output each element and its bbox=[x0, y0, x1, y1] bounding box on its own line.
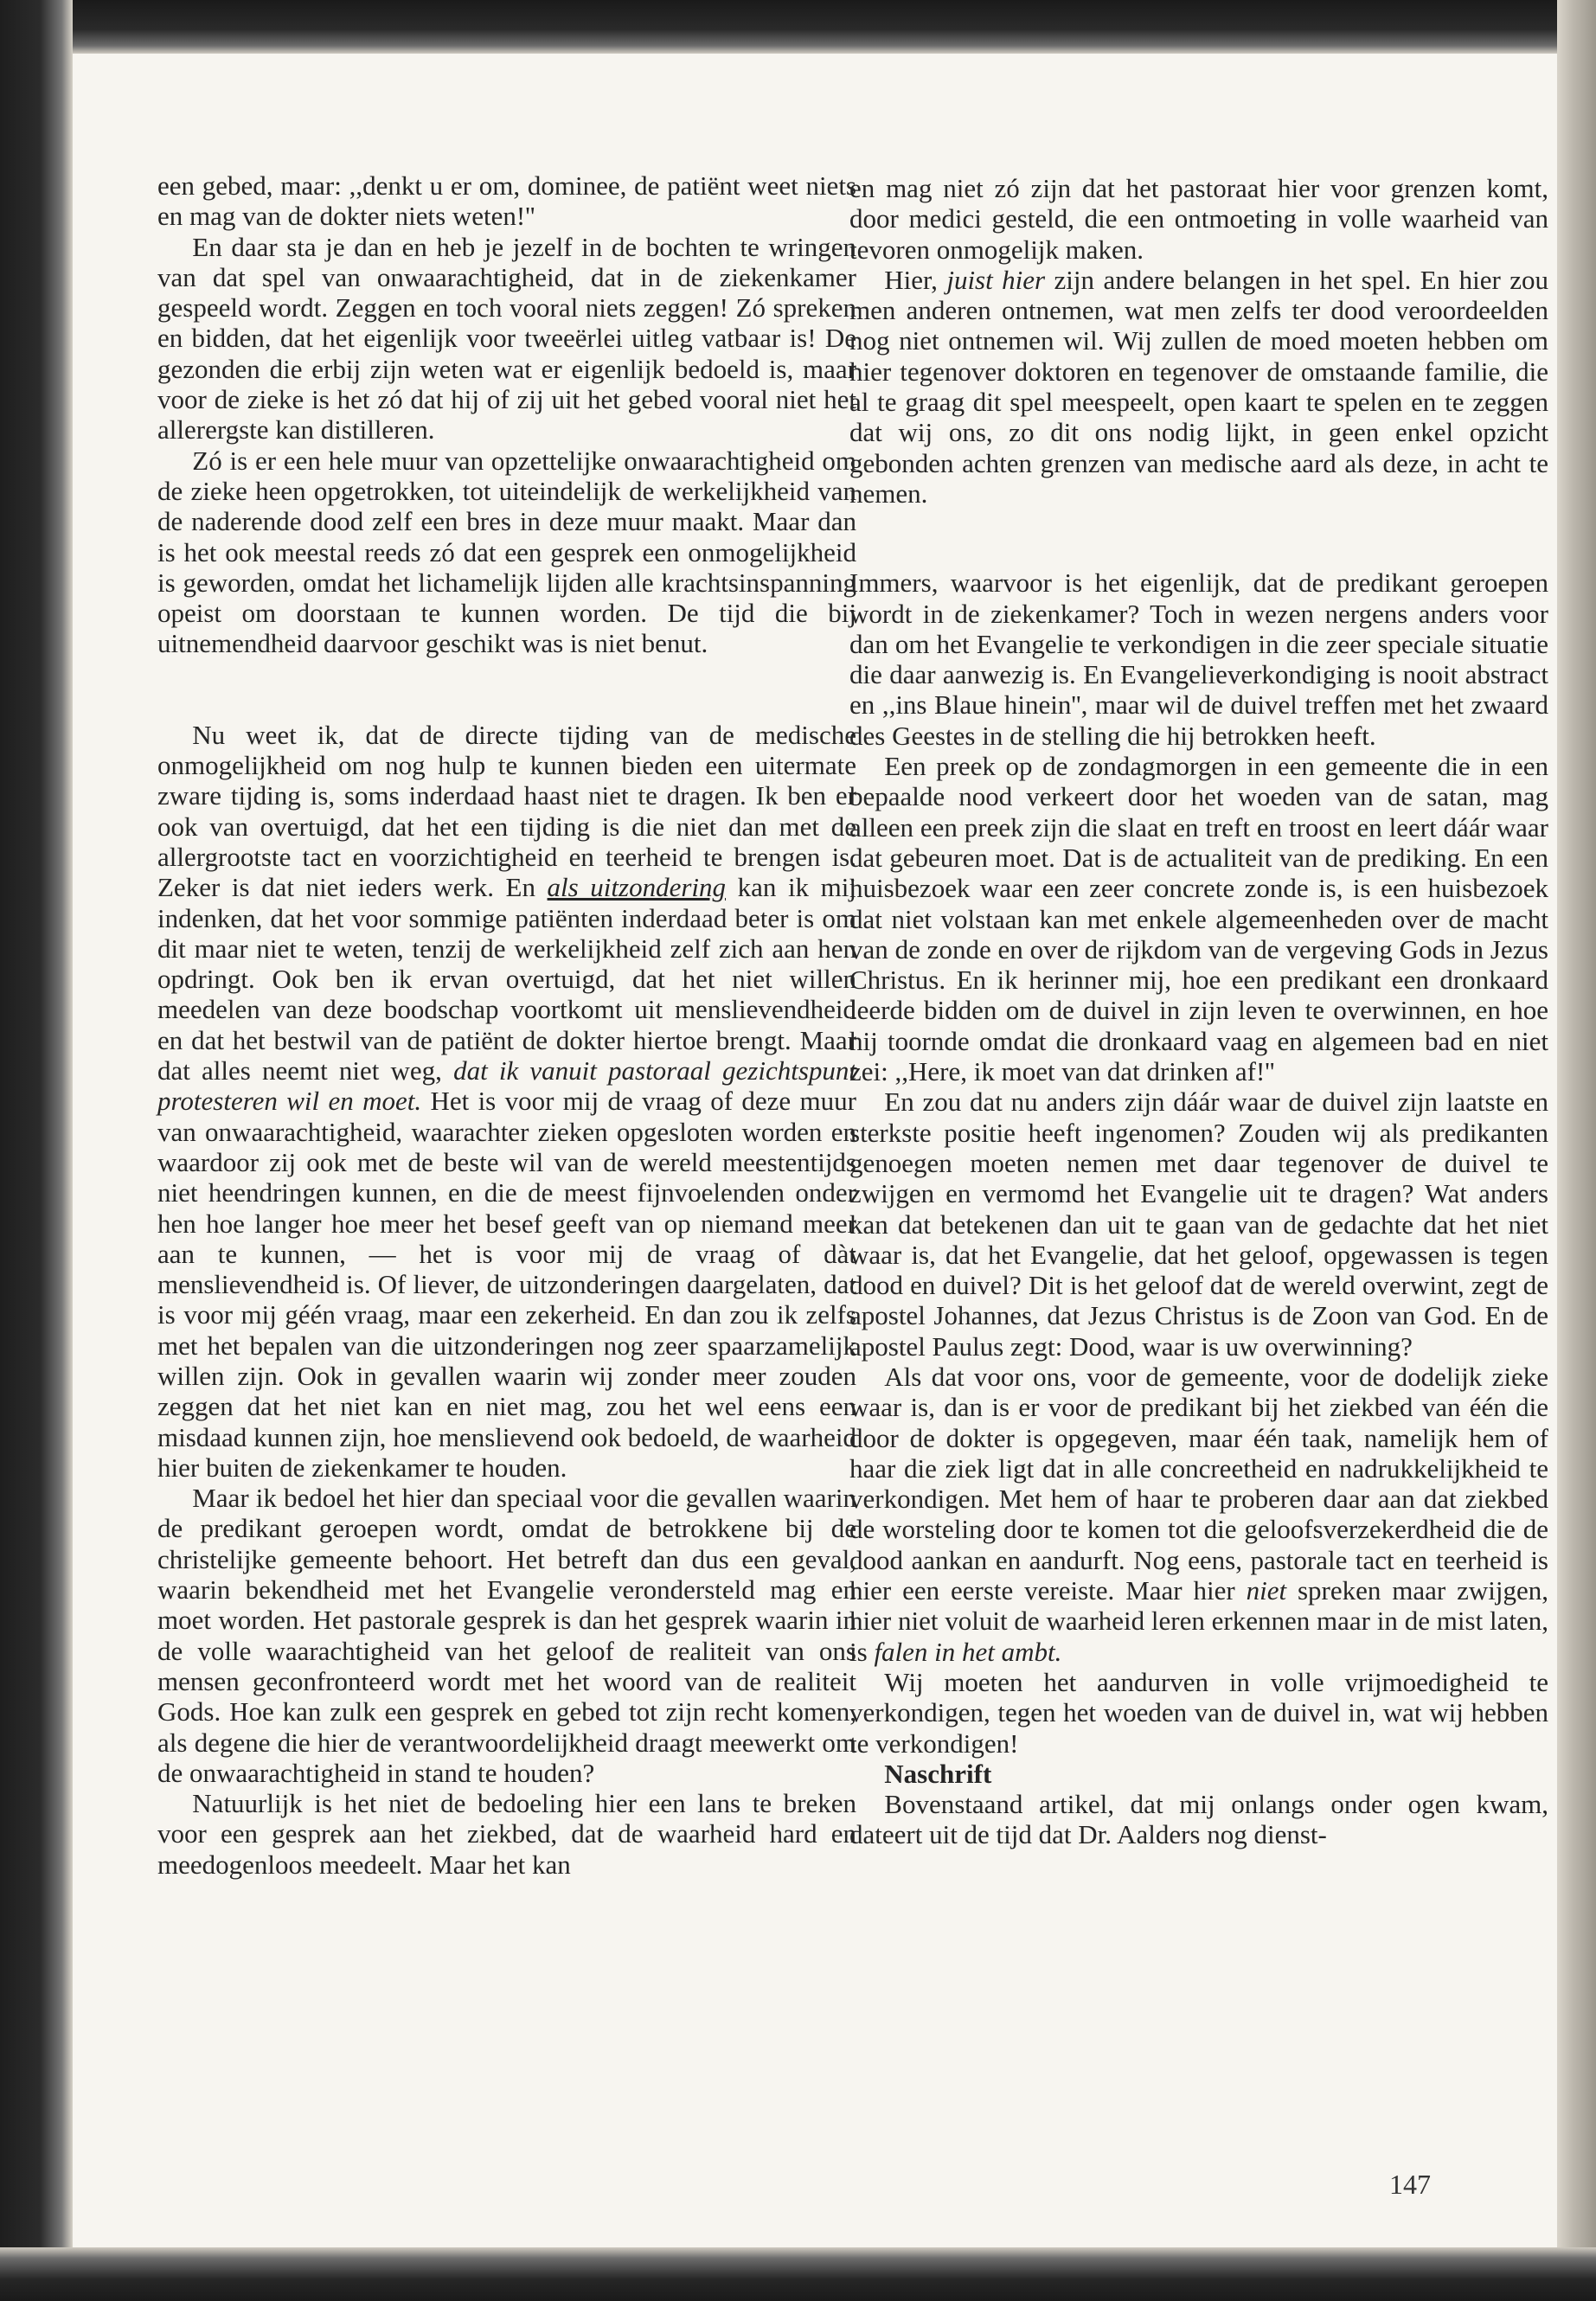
text-run: Nu weet ik, dat de directe tijding van de medische onmogelijkheid om nog hulp te kunnen bieden een uitermate zware tijding is, soms inderdaad haast niet te dragen. Ik ben er ook van overtuigd, dat het een tijding is die niet dan met de allergrootste tact en voorzichtigheid en teerheid te brengen is. Zeker is dat niet ieders werk. En bbox=[157, 719, 856, 903]
emphasis-text: dat ik vanuit pastoraal gezichtspunt protesteren wil en moet. bbox=[157, 1055, 856, 1117]
text-run: Hier, bbox=[884, 264, 947, 295]
paragraph: Wij moeten het aandurven in volle vrijmoedigheid te verkondigen, tegen het woeden van de duivel in, wat wij hebben te verkondigen! bbox=[849, 1666, 1548, 1759]
paragraph: Zó is er een hele muur van opzettelijke onwaarachtigheid om de zieke heen opgetrokken, tot uiteindelijk de werkelijkheid van de naderende dood zelf een bres in deze muur maakt. Maar dan is het ook meestal reeds zó dat een gesprek een onmogelijkheid is geworden, omdat het lichamelijk lijden alle krachtsinspanning opeist om doorstaan te kunnen worden. De tijd die bij uitnemendheid daarvoor geschikt was is niet benut. bbox=[157, 445, 856, 659]
paragraph: Een preek op de zondagmorgen in een gemeente die in een bepaalde nood verkeert door het woeden van de satan, mag alleen een preek zijn die slaat en treft en troost en leert dáár waar dat gebeuren moet. Dat is de actualiteit van de prediking. En een huisbezoek waar een zeer concrete zonde is, is een huisbezoek dat niet volstaan kan met enkele algemeenheden over de macht van de zonde en over de rijkdom van de vergeving Gods in Jezus Christus. En ik herinner mij, hoe een predikant een dronkaard leerde bidden om de duivel in zijn leven te overwinnen, en hoe hij toornde omdat die dronkaard vaag en algemeen bad en niet zei: ,,Here, ik moet van dat drinken af!'' bbox=[849, 751, 1548, 1087]
text-run: Als dat voor ons, voor de gemeente, voor de dodelijk zieke waar is, dan is er voor de predikant bij het ziekbed van één die door de dokter is opgegeven, maar één taak, namelijk hem of haar die ziek ligt dat in alle concreetheid en nadrukkelijkheid te verkondigen. Met hem of haar te proberen daar aan dat ziekbed de worsteling door te komen tot die geloofsverzekerdheid die de dood aankan en aandurft. Nog eens, pastorale tact en teerheid is hier een eerste vereiste. Maar hier bbox=[849, 1361, 1548, 1606]
emphasis-text: juist hier bbox=[946, 264, 1046, 295]
paragraph-gap bbox=[849, 509, 1548, 567]
paragraph: Immers, waarvoor is het eigenlijk, dat de predikant geroepen wordt in de ziekenkamer? Toch in wezen nergens anders voor dan om het Evangelie te verkondigen in die zeer speciale situatie die daar aanwezig is. En Evangelieverkondiging is nooit abstract en ,,ins Blaue hinein'', maar wil de duivel treffen met het zwaard des Geestes in de stelling die hij betrokken heeft. bbox=[849, 567, 1548, 751]
paragraph: en mag niet zó zijn dat het pastoraat hier voor grenzen komt, door medici gesteld, die een ontmoeting in volle waarheid van tevoren onmogelijk maken. bbox=[849, 173, 1548, 265]
text-run: spreken maar zwijgen, hier niet voluit de waarheid leren erkennen maar in de mist laten, is bbox=[849, 1575, 1548, 1667]
scan-border-right bbox=[1557, 0, 1596, 2301]
page-number: 147 bbox=[1389, 2169, 1431, 2200]
document-page bbox=[73, 54, 1557, 2247]
paragraph bbox=[849, 265, 1548, 509]
right-column bbox=[849, 173, 1548, 1850]
left-column bbox=[157, 170, 856, 1880]
paragraph: En daar sta je dan en heb je jezelf in de bochten te wringen van dat spel van onwaarachtigheid, dat in de ziekenkamer gespeeld wordt. Zeggen en toch vooral niets zeggen! Zó spreken en bidden, dat het eigenlijk voor tweeërlei uitleg vatbaar is! De gezonden die erbij zijn weten wat er eigenlijk bedoeld is, maar voor de zieke is het zó dat hij of zij uit het gebed vooral niet het allerergste kan distilleren. bbox=[157, 231, 856, 445]
section-heading: Naschrift bbox=[884, 1758, 992, 1789]
paragraph: Bovenstaand artikel, dat mij onlangs onder ogen kwam, dateert uit de tijd dat Dr. Aalders nog dienst- bbox=[849, 1789, 1548, 1850]
paragraph: een gebed, maar: ,,denkt u er om, dominee, de patiënt weet niets en mag van de dokter niets weten!'' bbox=[157, 170, 856, 232]
text-run: kan ik mij indenken, dat het voor sommige patiënten inderdaad beter is om dit maar niet te weten, tenzij de werkelijkheid zelf zich aan hen opdringt. Ook ben ik ervan overtuigd, dat het niet willen meedelen van deze boodschap voortkomt uit menslievendheid en dat het bestwil van de patiënt de dokter hiertoe brengt. Maar dat alles neemt niet weg, bbox=[157, 872, 856, 1086]
paragraph bbox=[157, 720, 856, 1483]
paragraph bbox=[849, 1362, 1548, 1667]
scan-border-left bbox=[0, 0, 73, 2301]
paragraph: Maar ik bedoel het hier dan speciaal voor die gevallen waarin de predikant geroepen wordt, omdat de betrokkene bij de christelijke gemeente behoort. Het betreft dan dus een geval, waarin bekendheid met het Evangelie verondersteld mag en moet worden. Het pastorale gesprek is dan het gesprek waarin in de volle waarachtigheid van het geloof de realiteit van ons mensen geconfronteerd wordt met het woord van de realiteit Gods. Hoe kan zulk een gesprek en gebed tot zijn recht komen, als degene die hier de verantwoordelijkheid draagt meewerkt om de onwaarachtigheid in stand te houden? bbox=[157, 1483, 856, 1788]
text-run: Het is voor mij de vraag of deze muur van onwaarachtigheid, waarachter zieken opgesloten worden en waardoor zij ook met de beste wil van de wereld meestentijds niet heendringen kunnen, en die de meest fijnvoelenden onder hen hoe langer hoe meer het besef geeft van op niemand meer aan te kunnen, — het is voor mij de vraag of dàt menslievendheid is. Of liever, de uitzonderingen daargelaten, dat is voor mij géén vraag, maar een zekerheid. En dan zou ik zelfs met het bepalen van die uitzonderingen nog zeer spaarzamelijk willen zijn. Ook in gevallen waarin wij zonder meer zouden zeggen dat het niet kan en niet mag, zou het wel eens een misdaad kunnen zijn, hoe menslievend ook bedoeld, de waarheid hier buiten de ziekenkamer te houden. bbox=[157, 1086, 856, 1483]
scan-border-bottom bbox=[0, 2247, 1596, 2301]
scan-border-top bbox=[0, 0, 1596, 54]
paragraph-gap bbox=[157, 659, 856, 720]
emphasis-text: als uitzondering bbox=[547, 872, 727, 903]
emphasis-text: niet bbox=[1246, 1575, 1287, 1606]
emphasis-text: falen in het ambt. bbox=[874, 1636, 1062, 1667]
paragraph: Natuurlijk is het niet de bedoeling hier een lans te breken voor een gesprek aan het ziekbed, dat de waarheid hard en meedogenloos meedeelt. Maar het kan bbox=[157, 1788, 856, 1880]
text-run: zijn andere belangen in het spel. En hier zou men anderen ontnemen, wat men zelfs ter dood veroordeelden nog niet ontnemen wil. Wij zullen de moed moeten hebben om hier tegenover doktoren en tegenover de omstaande familie, die al te graag dit spel meespeelt, open kaart te spelen en te zeggen dat wij ons, zo dit ons nodig lijkt, in geen enkel opzicht gebonden achten grenzen van medische aard als deze, in acht te nemen. bbox=[849, 264, 1549, 509]
paragraph: En zou dat nu anders zijn dáár waar de duivel zijn laatste en sterkste positie heeft ingenomen? Zouden wij als predikanten genoegen moeten nemen met daar tegenover de duivel te zwijgen en vermomd het Evangelie uit te dragen? Wat anders kan dat betekenen dan uit te gaan van de gedachte dat het niet waar is, dat het Evangelie, dat het geloof, opgewassen is tegen dood en duivel? Dit is het geloof dat de wereld overwint, zegt de apostel Johannes, dat Jezus Christus is de Zoon van God. En de apostel Paulus zegt: Dood, waar is uw overwinning? bbox=[849, 1086, 1548, 1362]
